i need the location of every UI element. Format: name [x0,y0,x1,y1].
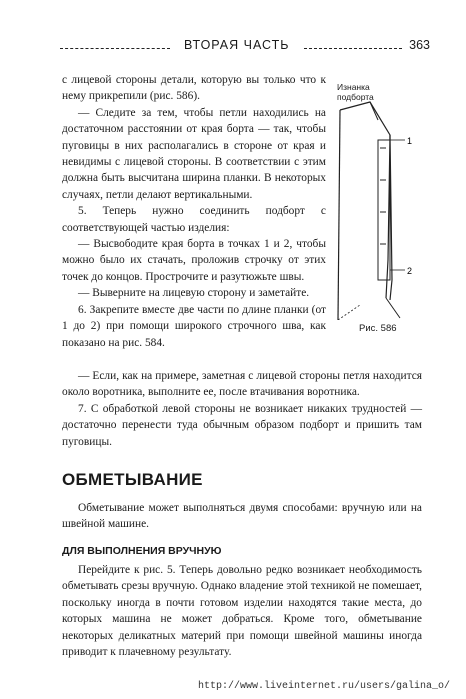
paragraph: 7. С обработкой левой стороны не возникает никаких трудностей — достаточно перенести туда обычным образом подборт и пришить там пуговицы. [62,402,422,448]
figure-label: Изнанка подборта [337,82,374,102]
watermark-url: http://www.liveinternet.ru/users/galina_o/ [198,681,451,692]
figure-586-drawing [330,80,430,320]
header-rule-left [60,48,170,49]
paragraph: — Выверните на лицевую сторону и заметайте. [78,287,310,300]
paragraph: Перейдите к рис. 5. Теперь довольно редко возникает необходимость обметывать срезы вручную. Однако владение этой техникой не помешает, поскольку иногда в почти готовом изделии находятся такие места, до которых машина не может добраться. Кроме того, обметывание некоторых деликатных материй при помощи швейной машины иногда приводит к плачевному результату. [62,564,422,659]
paragraph: с лицевой стороны детали, которую вы только что к нему прикрепили (рис. 586). [62,74,326,103]
page-number: 363 [409,38,430,52]
figure-point-2: 2 [407,266,413,276]
text-column-top [62,72,326,351]
subsection-title: ДЛЯ ВЫПОЛНЕНИЯ ВРУЧНУЮ [62,545,222,557]
paragraph: 5. Теперь нужно соединить подборт с соответствующей частью изделия: [62,205,326,234]
section-title: ОБМЕТЫВАНИЕ [62,470,203,489]
figure-caption: Рис. 586 [359,323,397,334]
header-rule-right [304,48,402,49]
paragraph: — Высвободите края борта в точках 1 и 2, чтобы можно было их стачать, проложив строчку от этих точек до концов. Прострочите и разутюжьте швы. [62,238,326,283]
paragraph: — Если, как на примере, заметная с лицевой стороны петля находится около воротника, выполните ее, после втачивания воротника. [62,370,422,399]
section-intro [62,500,422,533]
figure-point-1: 1 [407,136,413,146]
running-head-title: ВТОРАЯ ЧАСТЬ [184,38,290,52]
text-column-full [62,368,422,450]
paragraph: — Следите за тем, чтобы петли находились на достаточном расстоянии от края борта — так, чтобы пуговицы в них располагались в стороне от края и невидимы с лицевой стороны. В соответствии с этим должна быть высчитана ширина планки. В некоторых случаях, петли делают вертикальными. [62,106,326,201]
paragraph: 6. Закрепите вместе две части по длине планки (от 1 до 2) при помощи широкого строчного шва, как показано на рис. 584. [62,303,326,349]
paragraph: Обметывание может выполняться двумя способами: вручную или на швейной машине. [62,502,422,531]
section-body [62,562,422,660]
page-header [60,38,430,56]
